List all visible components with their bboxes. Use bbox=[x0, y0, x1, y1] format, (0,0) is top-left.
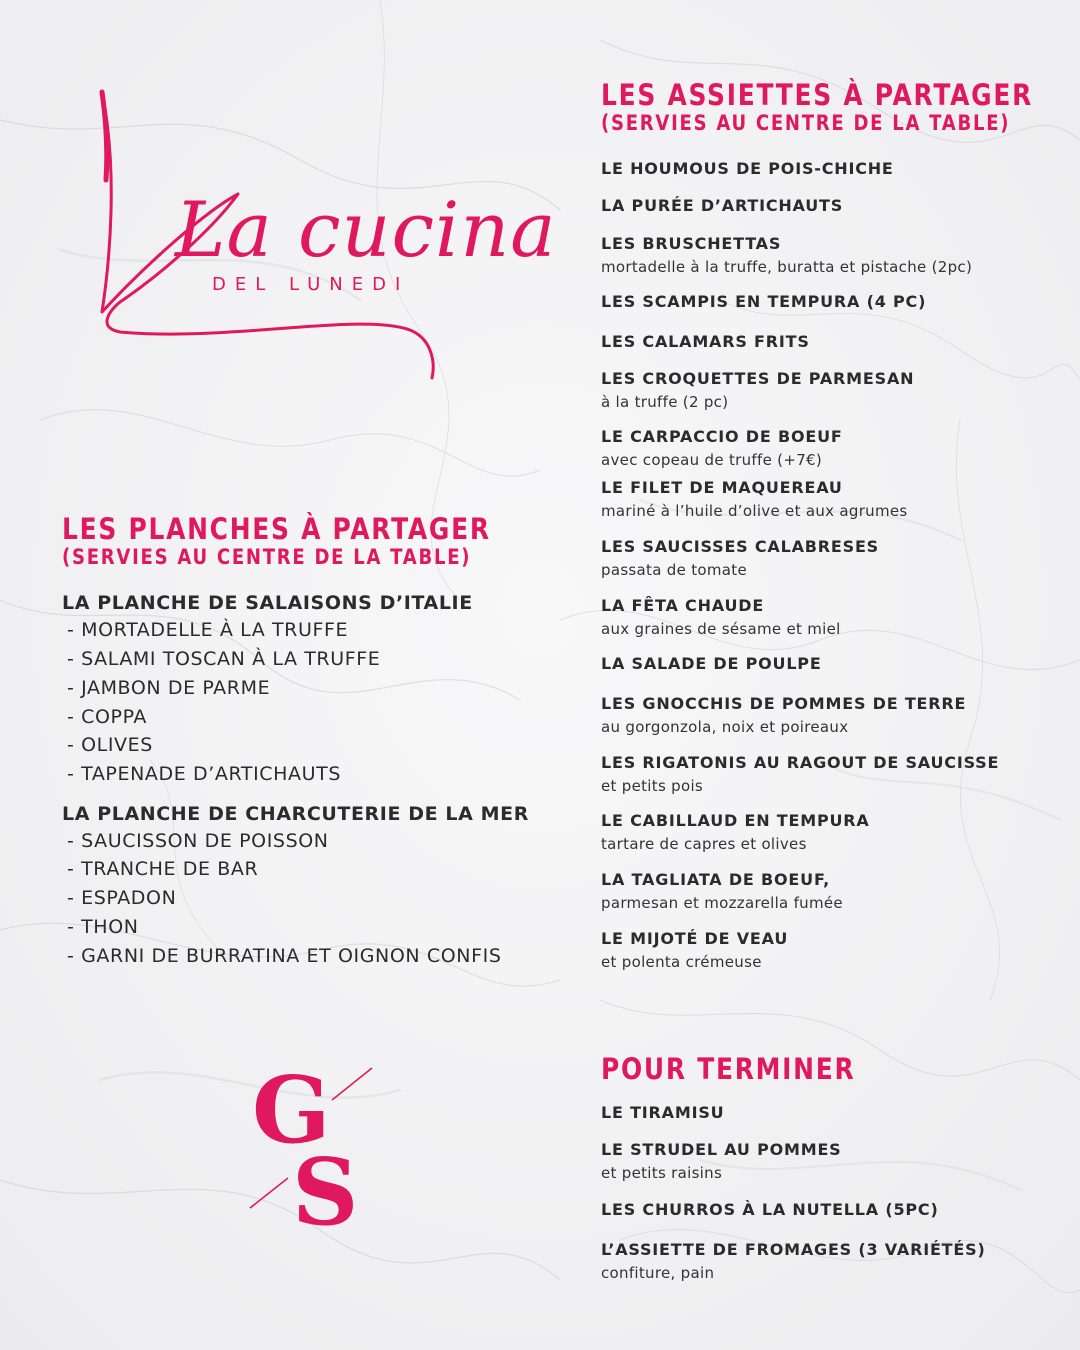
dish-description: parmesan et mozzarella fumée bbox=[601, 894, 843, 912]
gs-monogram-logo bbox=[240, 1056, 390, 1246]
dish-description: aux graines de sésame et miel bbox=[601, 620, 841, 638]
assiettes-heading bbox=[601, 80, 1071, 134]
dish-name: LE FILET DE MAQUEREAU bbox=[601, 478, 843, 497]
dish-name: LA TAGLIATA DE BOEUF, bbox=[601, 870, 830, 889]
dish-name: LES SCAMPIS EN TEMPURA (4 PC) bbox=[601, 292, 927, 311]
menu-item bbox=[601, 426, 1071, 472]
terminer-section bbox=[601, 1054, 897, 1084]
menu-item bbox=[601, 536, 1071, 582]
dish-description: à la truffe (2 pc) bbox=[601, 393, 729, 411]
dish-description: et petits raisins bbox=[601, 1164, 723, 1182]
assiettes-title: LES ASSIETTES À PARTAGER bbox=[601, 78, 1034, 112]
menu-item bbox=[601, 291, 1071, 313]
terminer-heading bbox=[601, 1054, 897, 1084]
menu-item bbox=[601, 368, 1071, 414]
menu-item bbox=[601, 693, 1071, 739]
menu-item bbox=[601, 1239, 1071, 1285]
dish-description: avec copeau de truffe (+7€) bbox=[601, 451, 823, 469]
board-item: - OLIVES bbox=[67, 734, 153, 757]
board-salaisons bbox=[62, 590, 562, 788]
planches-subtitle: (SERVIES AU CENTRE DE LA TABLE) bbox=[62, 545, 472, 570]
dish-name: LES CHURROS À LA NUTELLA (5PC) bbox=[601, 1200, 939, 1219]
board-item: - SALAMI TOSCAN À LA TRUFFE bbox=[67, 648, 381, 671]
dish-name: LA FÊTA CHAUDE bbox=[601, 596, 765, 615]
dish-description: et petits pois bbox=[601, 777, 704, 795]
board-mer bbox=[62, 801, 562, 971]
dish-description: et polenta crémeuse bbox=[601, 953, 762, 971]
dish-name: LES GNOCCHIS DE POMMES DE TERRE bbox=[601, 694, 967, 713]
planches-heading bbox=[62, 514, 562, 568]
menu-item bbox=[601, 595, 1071, 641]
menu-item bbox=[601, 752, 1071, 798]
dish-description: mariné à l’huile d’olive et aux agrumes bbox=[601, 502, 908, 520]
menu-item bbox=[601, 331, 1071, 353]
dish-name: LE STRUDEL AU POMMES bbox=[601, 1140, 842, 1159]
dish-description: passata de tomate bbox=[601, 561, 747, 579]
board-item: - JAMBON DE PARME bbox=[67, 676, 271, 699]
board-item: - ESPADON bbox=[67, 887, 177, 910]
menu-item bbox=[601, 158, 1071, 180]
dish-name: LA SALADE DE POULPE bbox=[601, 654, 822, 673]
board-item: - MORTADELLE À LA TRUFFE bbox=[67, 619, 349, 642]
menu-item bbox=[601, 195, 1071, 217]
menu-item bbox=[601, 1199, 1071, 1221]
svg-text:G: G bbox=[252, 1056, 331, 1164]
dish-name: LES CALAMARS FRITS bbox=[601, 332, 810, 351]
planches-title: LES PLANCHES À PARTAGER bbox=[62, 512, 491, 546]
board-item: - GARNI DE BURRATINA ET OIGNON CONFIS bbox=[67, 944, 502, 967]
menu-item bbox=[601, 653, 1071, 675]
dish-name: L’ASSIETTE DE FROMAGES (3 VARIÉTÉS) bbox=[601, 1240, 986, 1259]
board-name: LA PLANCHE DE CHARCUTERIE DE LA MER bbox=[62, 802, 529, 825]
dish-description: mortadelle à la truffe, buratta et pistache (2pc) bbox=[601, 258, 973, 276]
dish-name: LE CABILLAUD EN TEMPURA bbox=[601, 811, 870, 830]
menu-item bbox=[601, 810, 1071, 856]
board-name: LA PLANCHE DE SALAISONS D’ITALIE bbox=[62, 592, 473, 615]
dish-name: LES CROQUETTES DE PARMESAN bbox=[601, 369, 915, 388]
board-item: - SAUCISSON DE POISSON bbox=[67, 829, 329, 852]
svg-text:S: S bbox=[292, 1138, 359, 1246]
dish-description: confiture, pain bbox=[601, 1264, 715, 1282]
menu-item bbox=[601, 233, 1071, 279]
menu-item bbox=[601, 1102, 1071, 1124]
dish-name: LES RIGATONIS AU RAGOUT DE SAUCISSE bbox=[601, 753, 1000, 772]
dish-name: LA PURÉE D’ARTICHAUTS bbox=[601, 196, 844, 215]
board-item: - THON bbox=[67, 915, 139, 938]
dish-name: LE MIJOTÉ DE VEAU bbox=[601, 929, 789, 948]
menu-item bbox=[601, 869, 1071, 915]
dish-name: LES SAUCISSES CALABRESES bbox=[601, 537, 879, 556]
dish-name: LE TIRAMISU bbox=[601, 1103, 725, 1122]
menu-item bbox=[601, 1139, 1071, 1185]
dish-name: LES BRUSCHETTAS bbox=[601, 234, 782, 253]
board-item: - TAPENADE D’ARTICHAUTS bbox=[67, 763, 341, 785]
dish-description: au gorgonzola, noix et poireaux bbox=[601, 718, 849, 736]
logo-script-text: La cucina bbox=[175, 185, 557, 274]
menu-item bbox=[601, 477, 1071, 523]
dish-name: LE CARPACCIO DE BOEUF bbox=[601, 427, 843, 446]
terminer-title: POUR TERMINER bbox=[601, 1052, 856, 1086]
assiettes-subtitle: (SERVIES AU CENTRE DE LA TABLE) bbox=[601, 111, 1011, 136]
assiettes-section bbox=[601, 80, 1071, 134]
board-item: - COPPA bbox=[67, 705, 148, 728]
menu-item bbox=[601, 928, 1071, 974]
dish-description: tartare de capres et olives bbox=[601, 835, 807, 853]
planches-section bbox=[62, 514, 562, 970]
dish-name: LE HOUMOUS DE POIS-CHICHE bbox=[601, 159, 894, 178]
logo-subtitle: DEL LUNEDI bbox=[212, 274, 410, 295]
board-item: - TRANCHE DE BAR bbox=[67, 858, 259, 881]
